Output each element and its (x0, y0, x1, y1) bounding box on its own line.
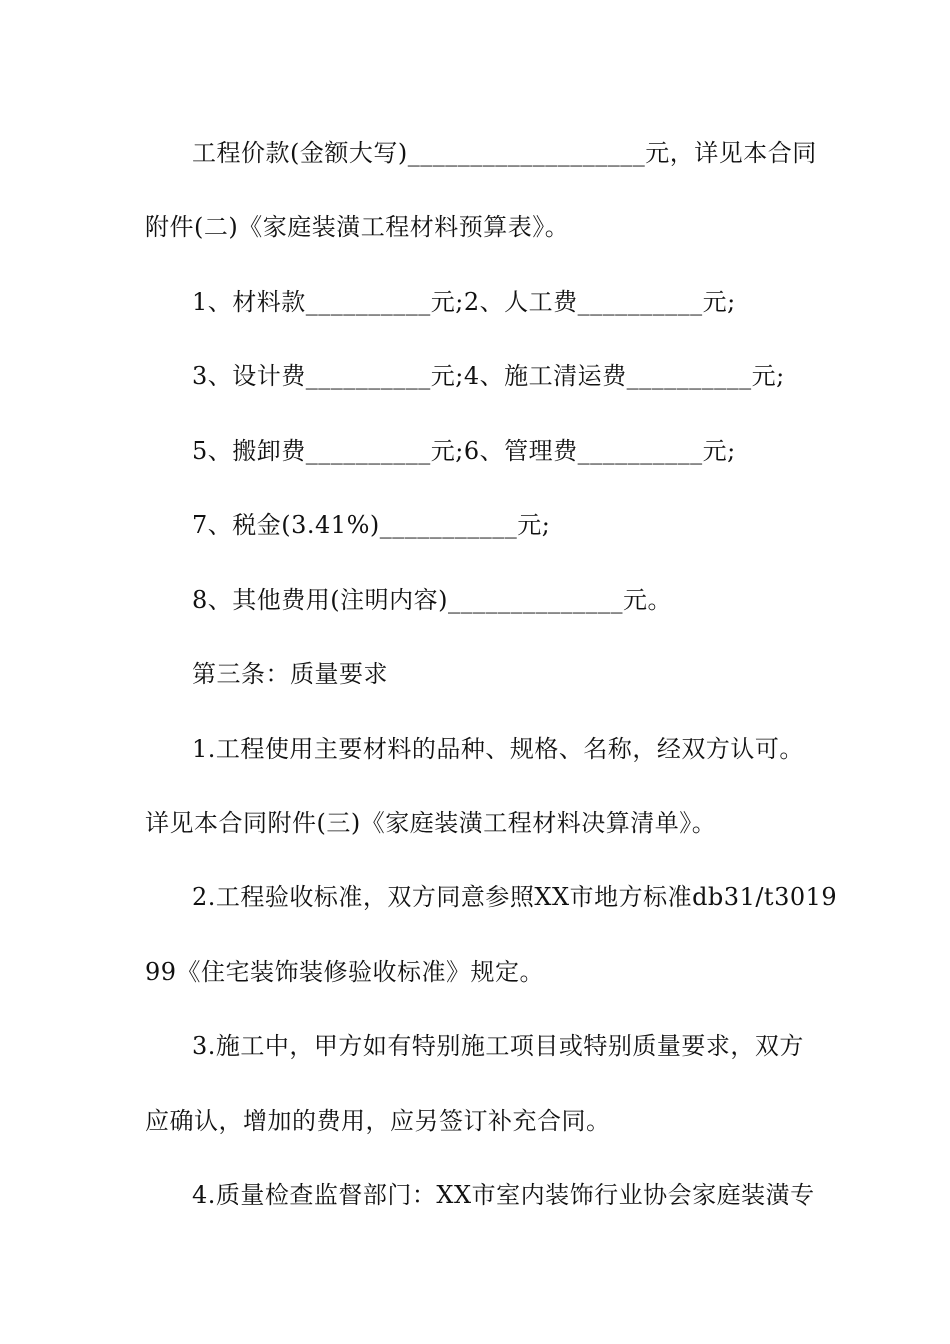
quality-item-3-line-2: 应确认，增加的费用，应另签订补充合同。 (145, 1107, 611, 1135)
quality-item-2-line-2: 99《住宅装饰装修验收标准》规定。 (145, 958, 545, 986)
section-heading-quality: 第三条：质量要求 (192, 660, 388, 688)
paragraph-line-attachment-2: 附件(二)《家庭装潢工程材料预算表》。 (145, 213, 570, 241)
quality-item-1-line-1: 1.工程使用主要材料的品种、规格、名称，经双方认可。 (192, 735, 804, 763)
quality-item-4-line-1: 4.质量检查监督部门：XX市室内装饰行业协会家庭装潢专 (192, 1181, 815, 1209)
fee-line-3-4: 3、设计费__________元;4、施工清运费__________元; (192, 362, 785, 390)
paragraph-line-price: 工程价款(金额大写)___________________元，详见本合同 (192, 139, 817, 167)
fee-line-1-2: 1、材料款__________元;2、人工费__________元; (192, 288, 736, 316)
fee-line-8: 8、其他费用(注明内容)______________元。 (192, 586, 672, 614)
quality-item-2-line-1: 2.工程验收标准，双方同意参照XX市地方标准db31/t3019 (192, 883, 838, 911)
fee-line-7: 7、税金(3.41%)___________元; (192, 511, 551, 539)
quality-item-3-line-1: 3.施工中，甲方如有特别施工项目或特别质量要求，双方 (192, 1032, 804, 1060)
quality-item-1-line-2: 详见本合同附件(三)《家庭装潢工程材料决算清单》。 (145, 809, 717, 837)
fee-line-5-6: 5、搬卸费__________元;6、管理费__________元; (192, 437, 736, 465)
